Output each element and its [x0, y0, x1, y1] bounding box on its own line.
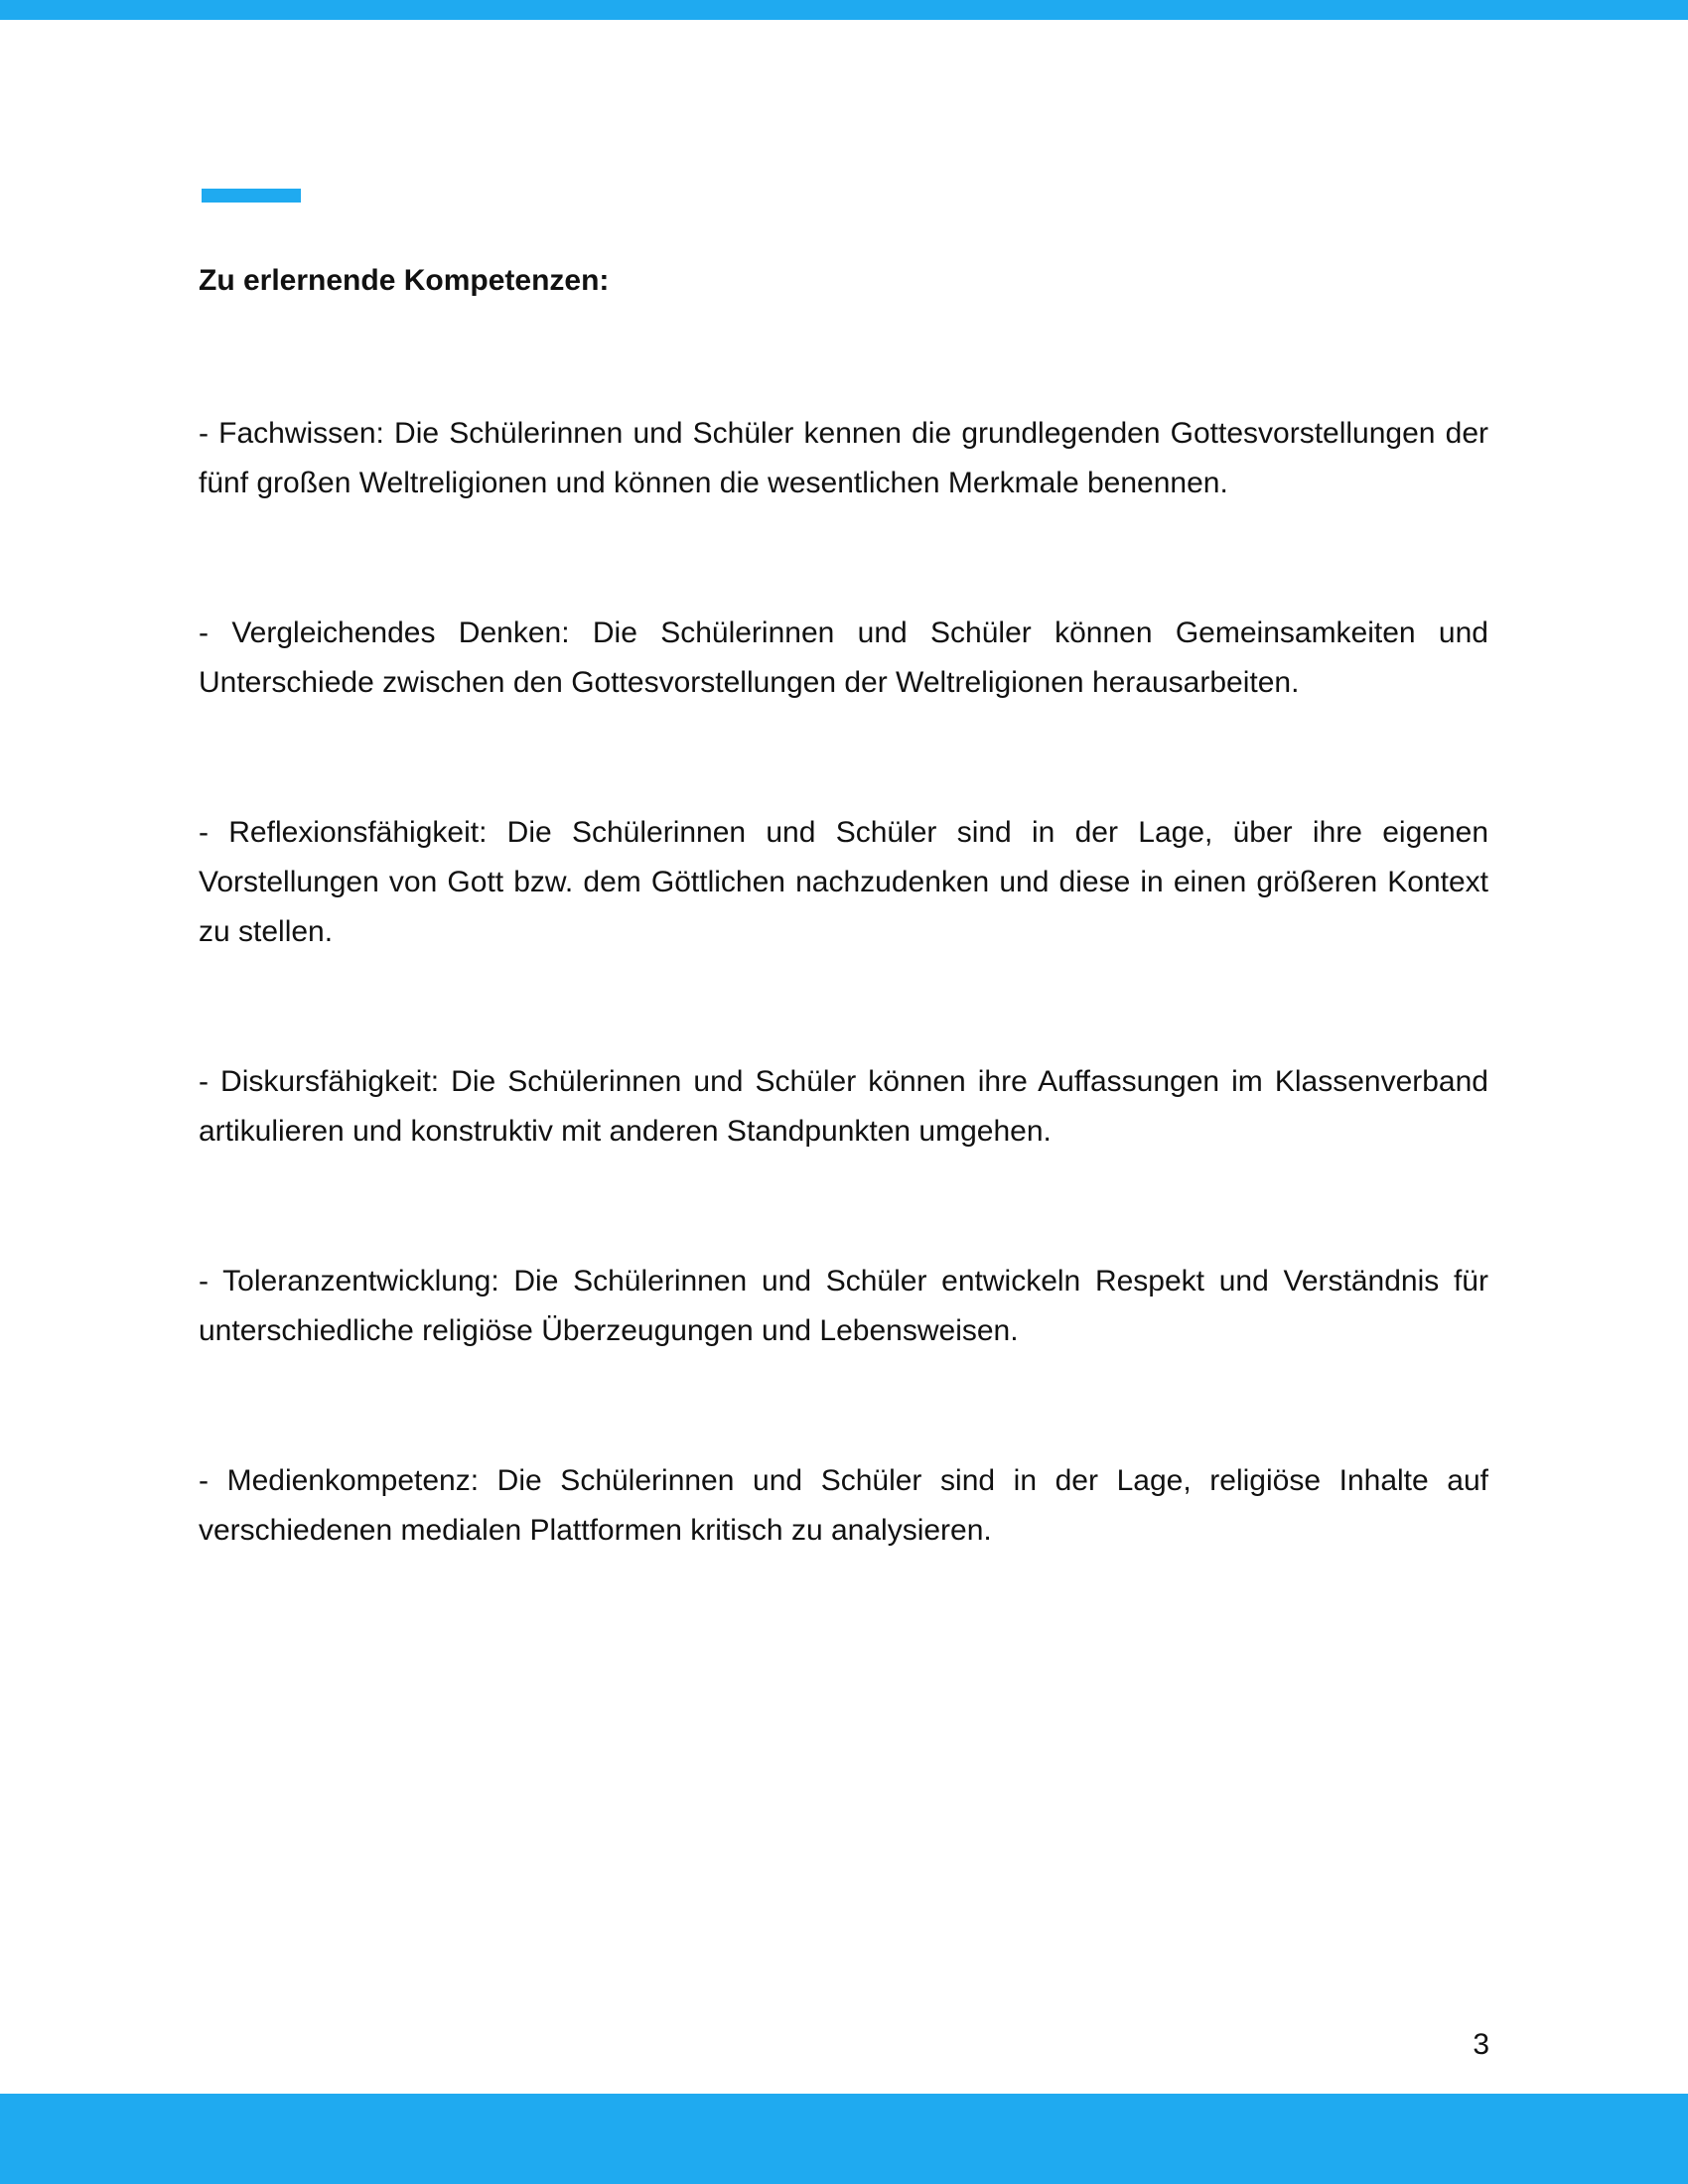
competency-vergleichendes-denken: - Vergleichendes Denken: Die Schülerinnen und Schüler können Gemeinsamkeiten und Unterschiede zwischen den Gottesvorstellungen der Weltreligionen herausarbeiten. — [199, 616, 1488, 699]
section-heading: Zu erlernende Kompetenzen: — [199, 264, 610, 297]
page-number: 3 — [1473, 2028, 1489, 2061]
section-accent-line — [202, 189, 301, 203]
bottom-accent-bar — [0, 2094, 1688, 2184]
document-content — [199, 256, 1488, 1556]
competency-diskursfaehigkeit: - Diskursfähigkeit: Die Schülerinnen und Schüler können ihre Auffassungen im Klassenverband artikulieren und konstruktiv mit anderen Standpunkten umgehen. — [199, 1065, 1488, 1148]
competency-toleranzentwicklung: - Toleranzentwicklung: Die Schülerinnen und Schüler entwickeln Respekt und Verständnis für unterschiedliche religiöse Überzeugungen und Lebensweisen. — [199, 1265, 1488, 1347]
competency-reflexionsfaehigkeit: - Reflexionsfähigkeit: Die Schülerinnen und Schüler sind in der Lage, über ihre eigenen Vorstellungen von Gott bzw. dem Göttlichen nachzudenken und diese in einen größeren Kontext zu stellen. — [199, 816, 1488, 948]
competency-medienkompetenz: - Medienkompetenz: Die Schülerinnen und Schüler sind in der Lage, religiöse Inhalte auf verschiedenen medialen Plattformen kritisch zu analysieren. — [199, 1464, 1488, 1547]
competency-fachwissen: - Fachwissen: Die Schülerinnen und Schüler kennen die grundlegenden Gottesvorstellungen der fünf großen Weltreligionen und können die wesentlichen Merkmale benennen. — [199, 417, 1488, 499]
top-accent-bar — [0, 0, 1688, 20]
